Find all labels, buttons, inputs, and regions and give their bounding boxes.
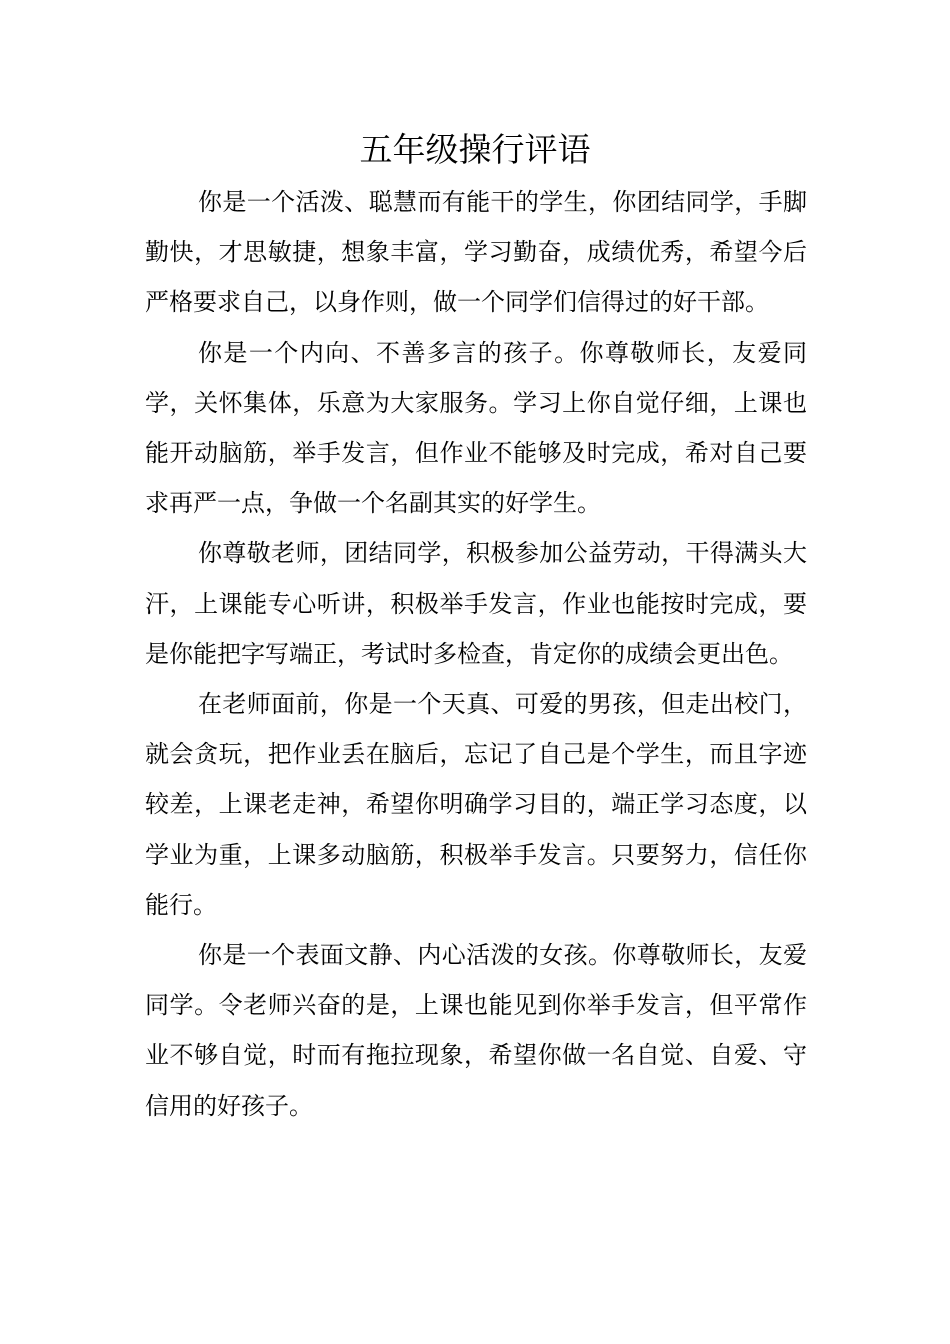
- paragraph-4: 在老师面前，你是一个天真、可爱的男孩，但走出校门，就会贪玩，把作业丢在脑后，忘记了自己是个学生，而且字迹较差，上课老走神，希望你明确学习目的，端正学习态度，以学业为重，上课多动脑筋，积极举手发言。只要努力，信任你能行。: [145, 690, 807, 919]
- document-body: [145, 177, 807, 1131]
- paragraph-5: 你是一个表面文静、内心活泼的女孩。你尊敬师长，友爱同学。令老师兴奋的是，上课也能见到你举手发言，但平常作业不够自觉，时而有拖拉现象，希望你做一名自觉、自爱、守信用的好孩子。: [145, 941, 807, 1120]
- paragraph-3: 你尊敬老师，团结同学，积极参加公益劳动，干得满头大汗，上课能专心听讲，积极举手发言，作业也能按时完成，要是你能把字写端正，考试时多检查，肯定你的成绩会更出色。: [145, 539, 807, 668]
- document-title: 五年级操行评语: [359, 130, 591, 169]
- paragraph-2: 你是一个内向、不善多言的孩子。你尊敬师长，友爱同学，关怀集体，乐意为大家服务。学习上你自觉仔细，上课也能开动脑筋，举手发言，但作业不能够及时完成，希对自己要求再严一点，争做一个名副其实的好学生。: [145, 338, 807, 518]
- paragraph-1: 你是一个活泼、聪慧而有能干的学生，你团结同学，手脚勤快，才思敏捷，想象丰富，学习勤奋，成绩优秀，希望今后严格要求自己，以身作则，做一个同学们信得过的好干部。: [145, 188, 807, 317]
